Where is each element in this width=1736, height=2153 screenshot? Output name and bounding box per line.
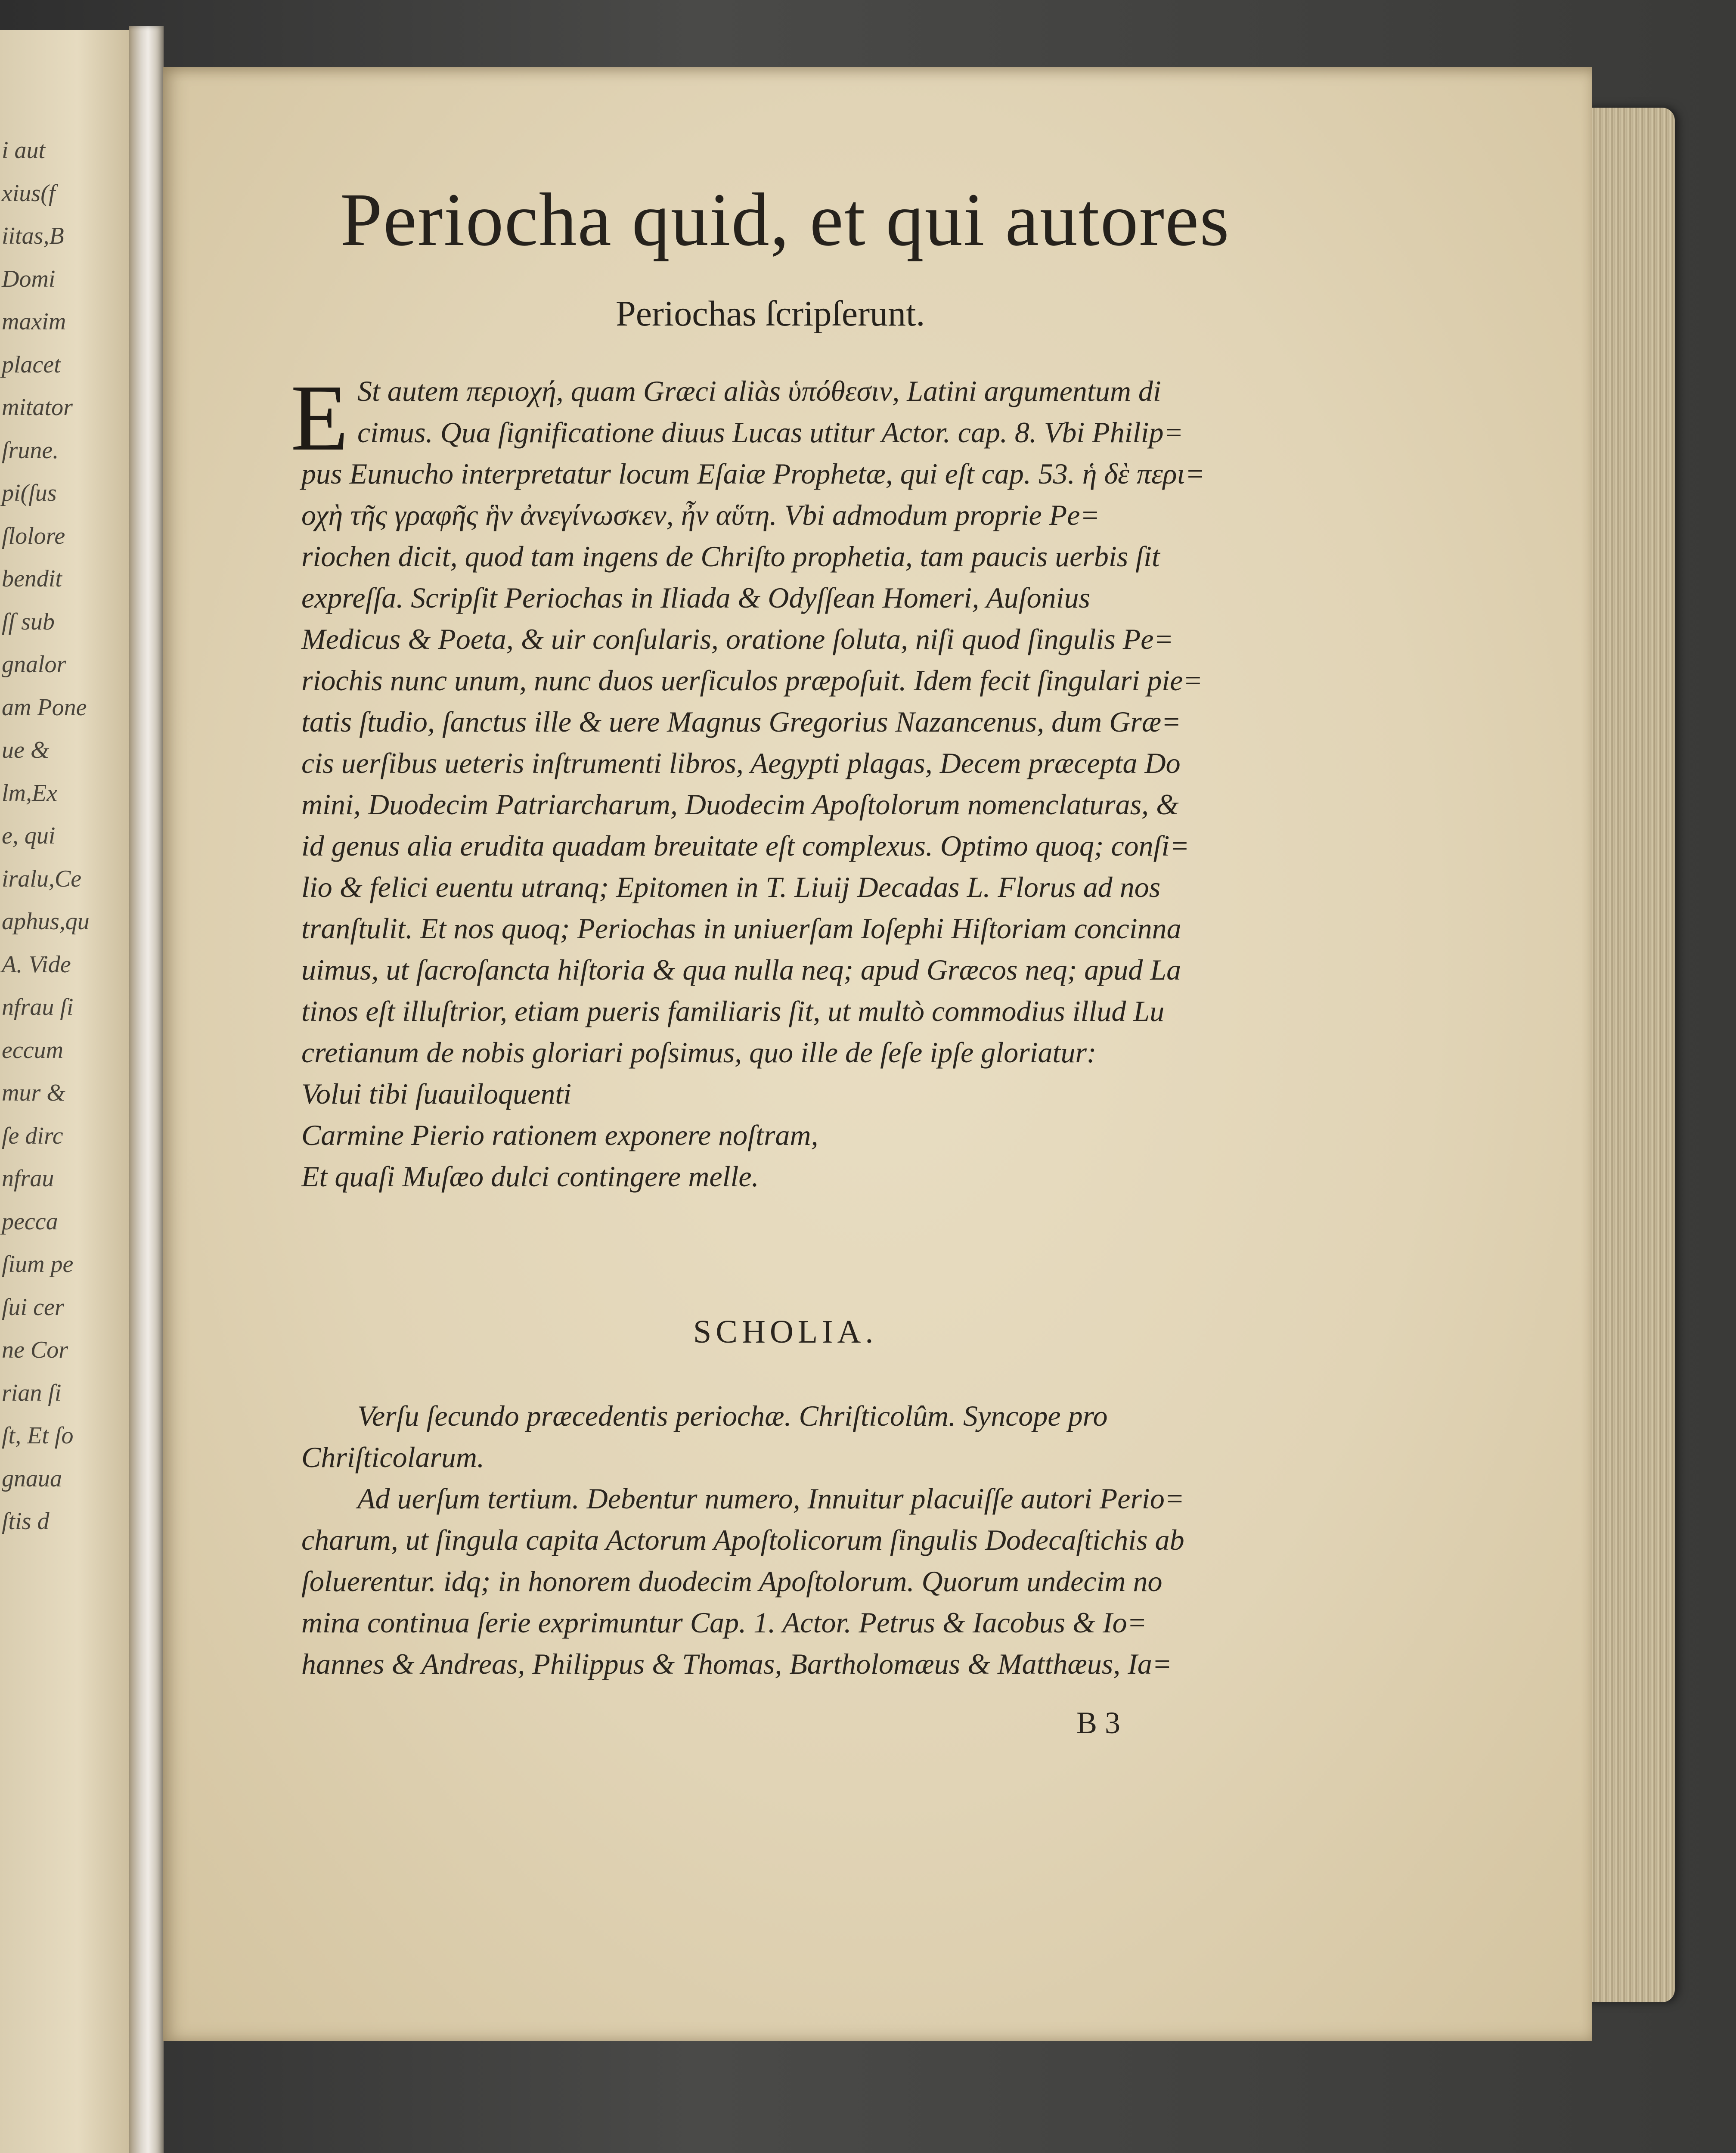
left-page-fragment: pi(ſus (2, 480, 57, 506)
verse-line: Et quaſi Muſæo dulci contingere melle. (301, 1160, 759, 1193)
verse-line: Carmine Pierio rationem exponere noſtram, (301, 1119, 818, 1151)
signature-mark: B 3 (1076, 1706, 1121, 1740)
left-page-fragment: gnalor (2, 651, 66, 678)
body-text (301, 370, 1335, 1197)
body-line: uimus, ut ſacroſancta hiſtoria & qua nulla neq; apud Græcos neq; apud La (301, 953, 1181, 986)
body-line: expreſſa. Scripſit Periochas in Iliada & Odyſſean Homeri, Auſonius (301, 581, 1090, 614)
left-page-text-fragments (2, 129, 127, 1543)
scholia-line: charum, ut ſingula capita Actorum Apoſtolicorum ſingulis Dodecaſtichis ab (301, 1523, 1184, 1556)
page-subtitle: Periochas ſcripſerunt. (616, 294, 925, 334)
body-line: cimus. Qua ſignificatione diuus Lucas utitur Actor. cap. 8. Vbi Philip= (357, 416, 1184, 449)
left-page-fragment: iitas,B (2, 223, 64, 249)
body-line: cis uerſibus ueteris inſtrumenti libros, Aegypti plagas, Decem præcepta Do (301, 747, 1181, 779)
left-page-fragment: eccum (2, 1036, 64, 1064)
body-line: riochis nunc unum, nunc duos uerſiculos præpoſuit. Idem fecit ſingulari pie= (301, 664, 1203, 697)
scholia-line: mina continua ſerie exprimuntur Cap. 1. Actor. Petrus & Iacobus & Io= (301, 1606, 1147, 1639)
left-page-fragment: gnaua (2, 1465, 62, 1492)
left-page-fragment: A. Vide (2, 951, 71, 978)
body-line: tinos eſt illuſtrior, etiam pueris familiaris ſit, ut multò commodius illud Lu (301, 995, 1165, 1027)
left-page-fragment: iralu,Ce (2, 865, 82, 892)
left-page-fragment: Domi (2, 265, 56, 292)
body-line: tranſtulit. Et nos quoq; Periochas in uniuerſam Ioſephi Hiſtoriam concinna (301, 912, 1181, 945)
left-page-fragment: i aut (2, 137, 46, 164)
left-page-fragment: aphus,qu (2, 908, 90, 935)
scholia-line: ſoluerentur. idq; in honorem duodecim Apoſtolorum. Quorum undecim no (301, 1565, 1162, 1598)
body-line: lio & felici euentu utranq; Epitomen in T. Liuij Decadas L. Florus ad nos (301, 871, 1161, 903)
left-page-fragment: mitator (2, 394, 73, 421)
book-gutter (129, 26, 164, 2153)
left-page-fragment: nfrau (2, 1165, 54, 1192)
body-line: Medicus & Poeta, & uir conſularis, oratione ſoluta, niſi quod ſingulis Pe= (301, 623, 1174, 655)
left-page-fragment: ſſ sub (2, 608, 55, 635)
left-page-fragment: ue & (2, 737, 50, 763)
body-line: pus Eunucho interpretatur locum Eſaiæ Prophetæ, qui eſt cap. 53. ἡ δὲ περι= (301, 457, 1205, 490)
left-page (0, 30, 129, 2153)
body-line: tatis ſtudio, ſanctus ille & uere Magnus Gregorius Nazancenus, dum Græ= (301, 705, 1181, 738)
left-page-fragment: ne Cor (2, 1337, 68, 1363)
left-page-fragment: xius(f (2, 180, 56, 207)
body-line: cretianum de nobis gloriari poſsimus, quo ille de ſeſe ipſe gloriatur: (301, 1036, 1097, 1069)
left-page-fragment: pecca (2, 1208, 58, 1235)
scholia-line: Verſu ſecundo præcedentis periochæ. Chriſticolûm. Syncope pro (357, 1399, 1108, 1432)
left-page-fragment: ſt, Et ſo (2, 1422, 74, 1449)
left-page-fragment: ſtis d (2, 1508, 50, 1535)
left-page-fragment: maxim (2, 308, 66, 335)
left-page-fragment: mur & (2, 1080, 65, 1106)
left-page-fragment: nfrau ſi (2, 994, 74, 1021)
left-page-fragment: ſrune. (2, 437, 59, 464)
body-line: id genus alia erudita quadam breuitate eſt complexus. Optimo quoq; conſi= (301, 829, 1190, 862)
left-page-fragment: ſium pe (2, 1251, 74, 1278)
scholia-line: Ad uerſum tertium. Debentur numero, Innuitur placuiſſe autori Perio= (357, 1482, 1184, 1515)
scholia-text (301, 1395, 1343, 1685)
left-page-fragment: ſe dirc (2, 1122, 63, 1149)
body-line: riochen dicit, quod tam ingens de Chriſto prophetia, tam paucis uerbis ſit (301, 540, 1160, 573)
verse-line: Volui tibi ſuauiloquenti (301, 1077, 572, 1110)
left-page-fragment: am Pone (2, 694, 87, 721)
left-page-fragment: ſui cer (2, 1294, 64, 1321)
left-page-fragment: e, qui (2, 822, 56, 849)
scholia-line: hannes & Andreas, Philippus & Thomas, Bartholomæus & Matthæus, Ia= (301, 1647, 1172, 1680)
body-line: οχὴ τῆς γραφῆς ἣν ἀνεγίνωσκεν, ἦν αὕτη. Vbi admodum proprie Pe= (301, 499, 1100, 531)
left-page-fragment: rian ſi (2, 1379, 62, 1406)
page-title: Periocha quid, et qui autores (340, 178, 1230, 262)
left-page-fragment: bendit (2, 565, 62, 592)
scholia-line: Chriſticolarum. (301, 1441, 485, 1474)
scholia-heading: SCHOLIA. (693, 1314, 878, 1350)
left-page-fragment: lm,Ex (2, 779, 58, 807)
left-page-fragment: ſlolore (2, 522, 65, 549)
body-line: St autem περιοχή, quam Græci aliàs ὑπόθεσιν, Latini argumentum di (357, 375, 1161, 407)
body-line: mini, Duodecim Patriarcharum, Duodecim Apoſtolorum nomenclaturas, & (301, 788, 1179, 821)
left-page-fragment: placet (2, 351, 61, 378)
drop-cap: E (291, 365, 349, 470)
